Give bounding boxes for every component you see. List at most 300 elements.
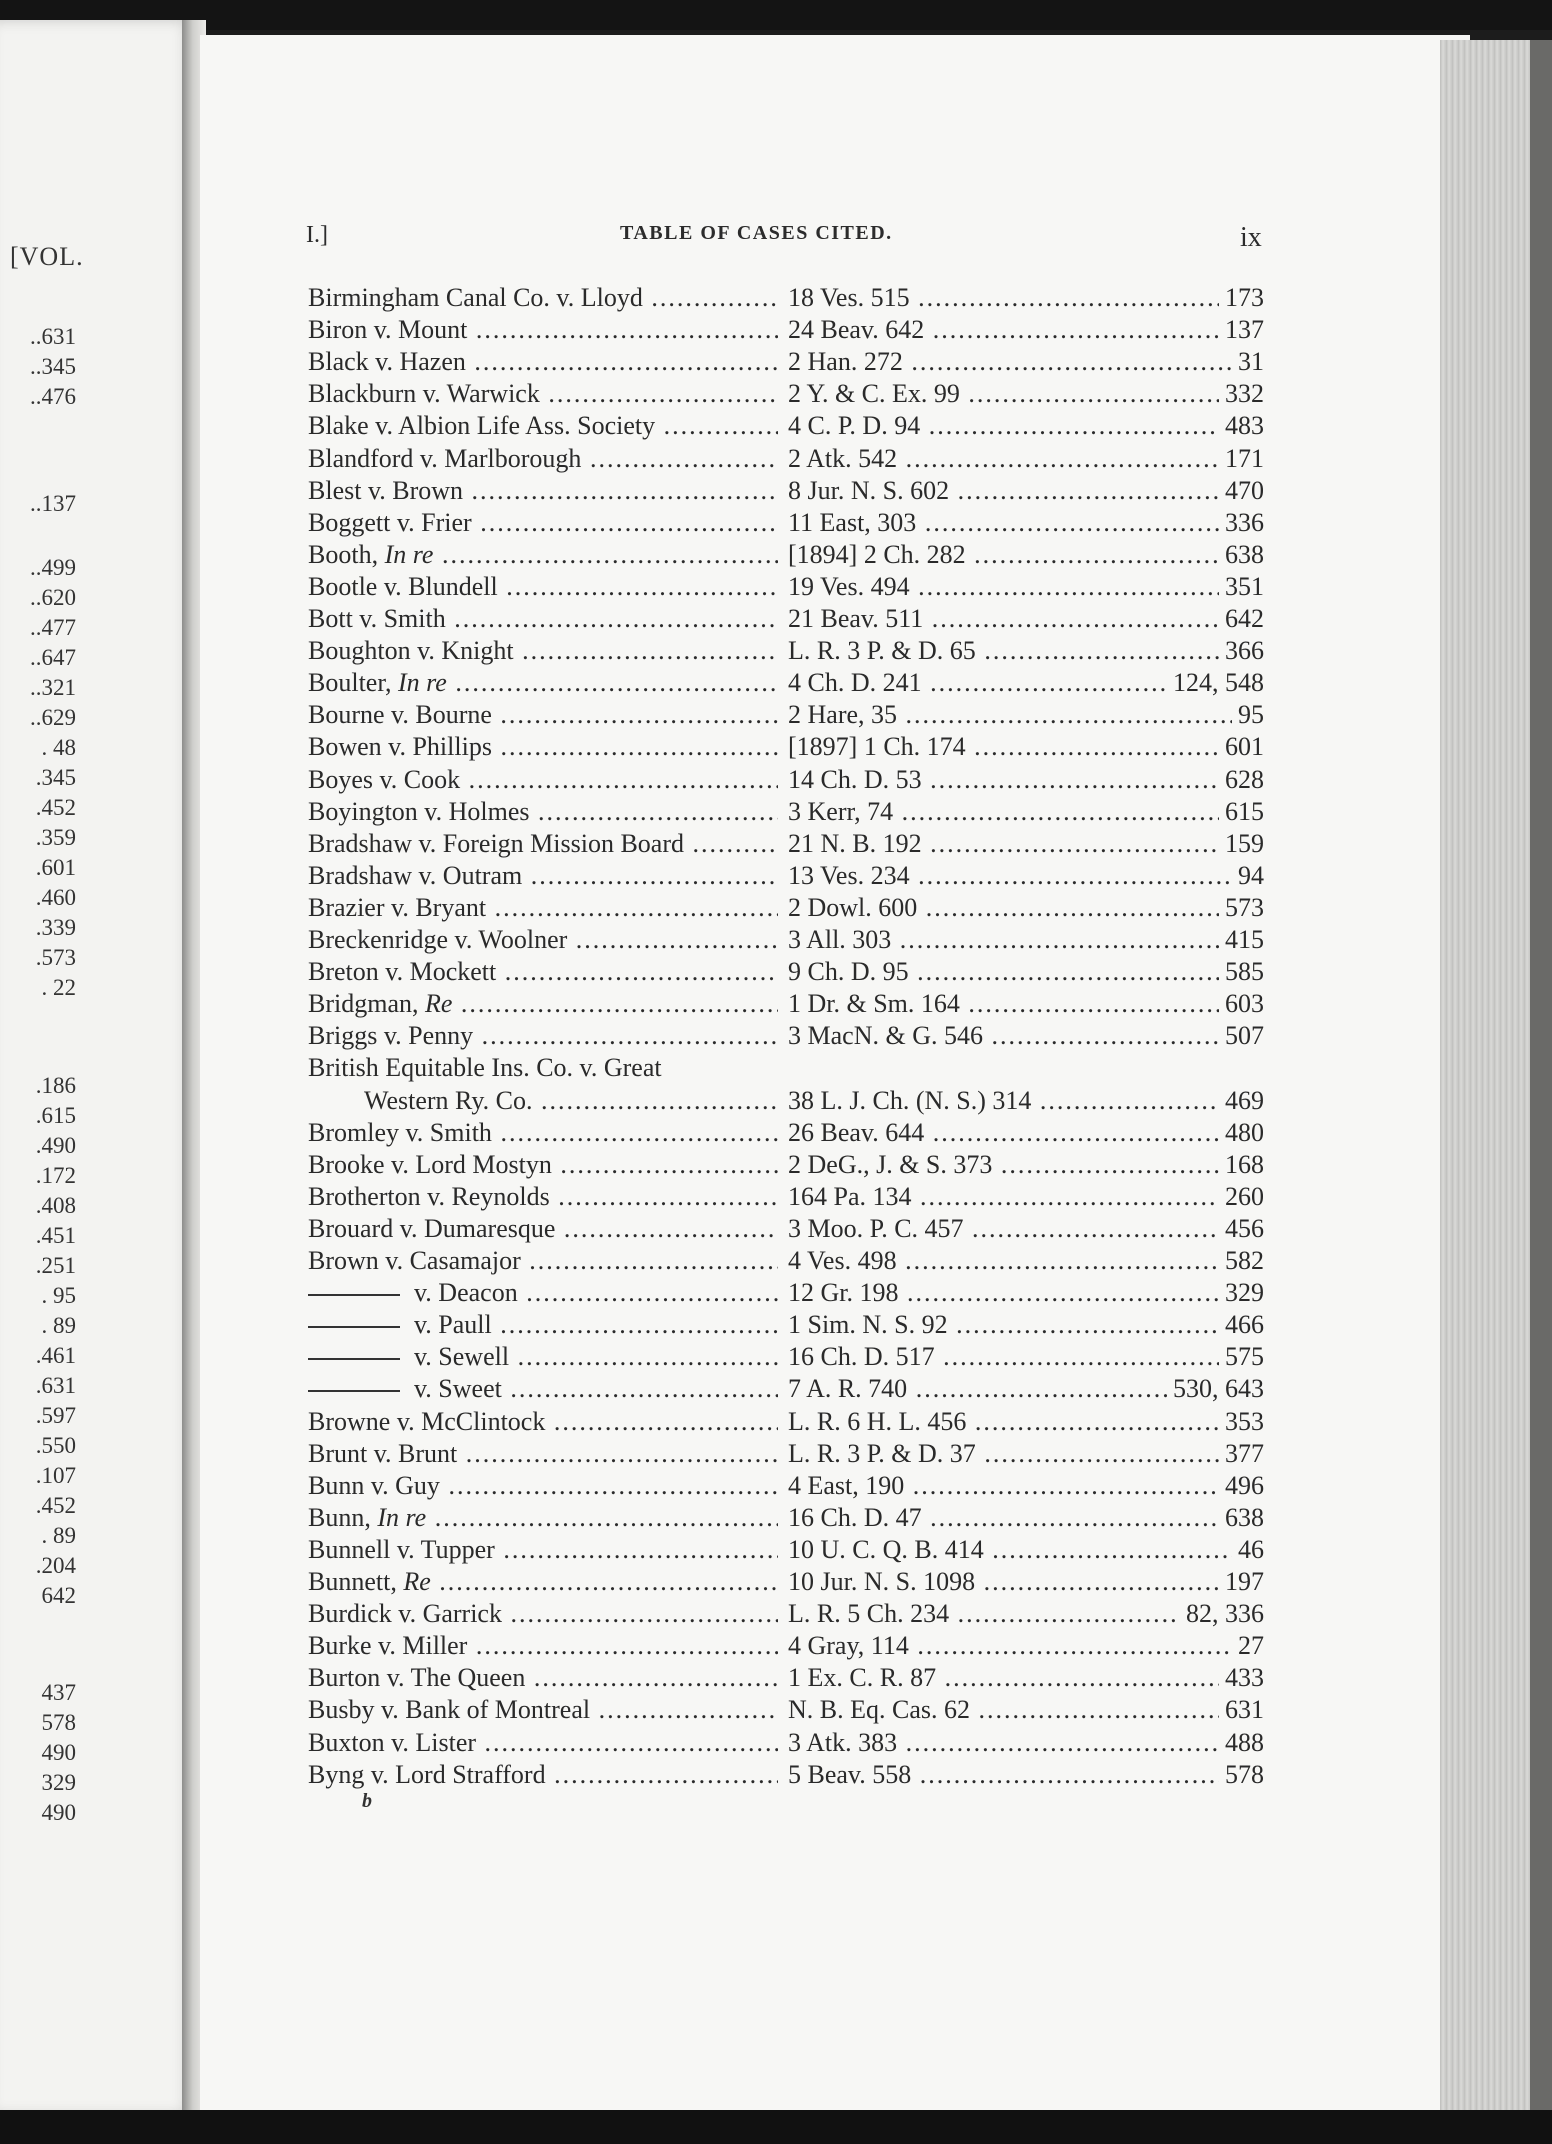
citation <box>788 956 1264 988</box>
case-name <box>308 1694 778 1726</box>
left-page-number: .573 <box>35 945 76 970</box>
case-name <box>308 1759 778 1791</box>
table-row <box>308 1085 1264 1117</box>
citation <box>788 796 1264 828</box>
citation-text: [1894] 2 Ch. 282 <box>788 540 966 569</box>
citation <box>788 410 1264 442</box>
page-reference: 332 <box>1219 378 1264 410</box>
case-name <box>308 1309 778 1341</box>
left-page-number: ..321 <box>30 675 76 700</box>
citation-text: 3 Moo. P. C. 457 <box>788 1214 964 1243</box>
page-reference: 470 <box>1219 475 1264 507</box>
case-name <box>308 475 778 507</box>
citation-text: 1 Dr. & Sm. 164 <box>788 989 960 1018</box>
left-page-number: 642 <box>41 1583 76 1608</box>
left-page-number: .172 <box>35 1163 76 1188</box>
citation-text: L. R. 6 H. L. 456 <box>788 1407 967 1436</box>
case-name-italic: In re <box>377 1503 427 1532</box>
table-row <box>308 988 1264 1020</box>
table-row <box>308 924 1264 956</box>
citation-text: N. B. Eq. Cas. 62 <box>788 1695 970 1724</box>
citation <box>788 699 1264 731</box>
case-name-text: Brown v. Casamajor <box>308 1246 521 1275</box>
left-page-number: ..620 <box>30 585 76 610</box>
left-page-number: .490 <box>35 1133 76 1158</box>
left-page-number: 437 <box>41 1680 76 1705</box>
citation-text: 21 Beav. 511 <box>788 604 924 633</box>
case-name <box>308 1438 778 1470</box>
citation-text: 4 C. P. D. 94 <box>788 411 921 440</box>
left-page-number: .460 <box>35 885 76 910</box>
left-page-number: 490 <box>41 1800 76 1825</box>
case-name-text: Bunn v. Guy <box>308 1471 440 1500</box>
case-name-text: Bootle v. Blundell <box>308 572 498 601</box>
case-name <box>308 1020 778 1052</box>
citation <box>788 1020 1264 1052</box>
case-name <box>308 1245 778 1277</box>
page-reference: 601 <box>1219 731 1264 763</box>
case-name <box>308 1373 778 1405</box>
citation-text: 164 Pa. 134 <box>788 1182 912 1211</box>
citation <box>788 635 1264 667</box>
page-reference: 197 <box>1219 1566 1264 1598</box>
table-row <box>308 282 1264 314</box>
table-row <box>308 475 1264 507</box>
case-name-text: Boggett v. Frier <box>308 508 472 537</box>
left-page-number: 578 <box>41 1710 76 1735</box>
table-row <box>308 1534 1264 1566</box>
table-row <box>308 1662 1264 1694</box>
case-name-text: Boulter, In re <box>308 668 447 697</box>
table-row <box>308 892 1264 924</box>
table-row <box>308 346 1264 378</box>
case-name <box>308 378 778 410</box>
case-name <box>308 443 778 475</box>
table-row <box>308 1438 1264 1470</box>
citation-text: L. R. 5 Ch. 234 <box>788 1599 950 1628</box>
citation <box>788 1534 1264 1566</box>
case-name-text: Bromley v. Smith <box>308 1118 492 1147</box>
citation-text: 4 Gray, 114 <box>788 1631 909 1660</box>
citation <box>788 1373 1264 1405</box>
page-reference: 351 <box>1219 571 1264 603</box>
case-name-text: Breton v. Mockett <box>308 957 497 986</box>
citation <box>788 924 1264 956</box>
case-name-text: Burke v. Miller <box>308 1631 468 1660</box>
page-reference: 573 <box>1219 892 1264 924</box>
citation <box>788 1727 1264 1759</box>
scan-bottom-border <box>0 2110 1552 2144</box>
running-head-volume: I.] <box>306 222 328 248</box>
ditto-dash <box>308 1358 400 1360</box>
case-name-italic: In re <box>384 540 434 569</box>
case-name <box>308 1566 778 1598</box>
citation-text: 18 Ves. 515 <box>788 283 910 312</box>
case-name-text: Bradshaw v. Foreign Mission Board <box>308 829 685 858</box>
citation <box>788 1309 1264 1341</box>
table-row <box>308 1117 1264 1149</box>
left-page-number: .359 <box>35 825 76 850</box>
citation <box>788 1470 1264 1502</box>
citation-text: 3 Kerr, 74 <box>788 797 894 826</box>
case-name <box>308 892 778 924</box>
citation-text: [1897] 1 Ch. 174 <box>788 732 966 761</box>
case-name <box>308 603 778 635</box>
case-name <box>308 346 778 378</box>
left-page-number: .107 <box>35 1463 76 1488</box>
citation-text: 3 All. 303 <box>788 925 892 954</box>
case-name-text: Brazier v. Bryant <box>308 893 487 922</box>
table-row <box>308 1598 1264 1630</box>
citation <box>788 475 1264 507</box>
citation <box>788 443 1264 475</box>
table-row <box>308 1470 1264 1502</box>
case-name-text: Bunnell v. Tupper <box>308 1535 495 1564</box>
left-page-number: .251 <box>35 1253 76 1278</box>
table-row <box>308 1406 1264 1438</box>
case-name <box>308 1117 778 1149</box>
left-running-head: [VOL. <box>10 242 84 271</box>
case-name-text: Birmingham Canal Co. v. Lloyd <box>308 283 643 312</box>
citation-text: 13 Ves. 234 <box>788 861 910 890</box>
citation <box>788 1502 1264 1534</box>
citation <box>788 539 1264 571</box>
case-name <box>308 988 778 1020</box>
case-name-text: Bridgman, Re <box>308 989 453 1018</box>
case-name <box>308 507 778 539</box>
case-name-text: Boyes v. Cook <box>308 765 461 794</box>
citation <box>788 1181 1264 1213</box>
page-reference: 173 <box>1219 282 1264 314</box>
table-row <box>308 1759 1264 1791</box>
page-reference: 585 <box>1219 956 1264 988</box>
case-name <box>308 410 778 442</box>
citation <box>788 1085 1264 1117</box>
left-page-number: . 22 <box>41 975 76 1000</box>
signature-mark: b <box>362 1790 372 1812</box>
left-page-number: .615 <box>35 1103 76 1128</box>
case-name <box>308 1727 778 1759</box>
citation-text: 3 MacN. & G. 546 <box>788 1021 983 1050</box>
table-row <box>308 1245 1264 1277</box>
case-name-text: Byng v. Lord Strafford <box>308 1760 546 1789</box>
left-page-number: .452 <box>35 1493 76 1518</box>
citation-text: 1 Sim. N. S. 92 <box>788 1310 948 1339</box>
case-name <box>308 699 778 731</box>
left-page-number: . 89 <box>41 1523 76 1548</box>
case-name <box>308 635 778 667</box>
citation-text: 1 Ex. C. R. 87 <box>788 1663 937 1692</box>
citation <box>788 1438 1264 1470</box>
table-row <box>308 1052 1264 1084</box>
table-row <box>308 860 1264 892</box>
table-row <box>308 410 1264 442</box>
citation <box>788 314 1264 346</box>
ditto-dash <box>308 1390 400 1392</box>
table-row <box>308 731 1264 763</box>
case-name <box>308 1470 778 1502</box>
left-page-number: ..477 <box>30 615 76 640</box>
citation-text: 2 Hare, 35 <box>788 700 898 729</box>
case-name-text: Bowen v. Phillips <box>308 732 492 761</box>
citation <box>788 346 1264 378</box>
page-reference: 507 <box>1219 1020 1264 1052</box>
citation <box>788 1630 1264 1662</box>
case-name-italic: Re <box>403 1567 431 1596</box>
citation <box>788 1245 1264 1277</box>
table-row <box>308 1694 1264 1726</box>
case-name-text: British Equitable Ins. Co. v. Great <box>308 1053 662 1082</box>
table-row <box>308 764 1264 796</box>
left-page-number: .461 <box>35 1343 76 1368</box>
left-page-number: .601 <box>35 855 76 880</box>
case-name <box>308 1662 778 1694</box>
case-name-text: Boughton v. Knight <box>308 636 514 665</box>
table-row <box>308 1630 1264 1662</box>
citation-text: 12 Gr. 198 <box>788 1278 899 1307</box>
citation-text: 10 Jur. N. S. 1098 <box>788 1567 976 1596</box>
citation <box>788 860 1264 892</box>
case-name <box>308 1277 778 1309</box>
citation <box>788 1598 1264 1630</box>
page-reference: 469 <box>1219 1085 1264 1117</box>
citation <box>788 507 1264 539</box>
table-row <box>308 796 1264 828</box>
table-row <box>308 956 1264 988</box>
page-reference: 615 <box>1219 796 1264 828</box>
case-name <box>308 539 778 571</box>
case-name-text: Western Ry. Co. <box>364 1086 533 1115</box>
case-name-text: Breckenridge v. Woolner <box>308 925 568 954</box>
page-reference: 353 <box>1219 1406 1264 1438</box>
citation-text: 11 East, 303 <box>788 508 917 537</box>
case-name <box>308 314 778 346</box>
page-reference: 171 <box>1219 443 1264 475</box>
scan-top-border <box>0 0 1552 30</box>
left-page-number: . 48 <box>41 735 76 760</box>
citation-text: L. R. 3 P. & D. 37 <box>788 1439 976 1468</box>
page-reference: 366 <box>1219 635 1264 667</box>
table-row <box>308 1149 1264 1181</box>
case-name <box>308 667 778 699</box>
left-page-number: .408 <box>35 1193 76 1218</box>
page-reference: 82, 336 <box>1180 1598 1264 1630</box>
citation-text: 19 Ves. 494 <box>788 572 910 601</box>
page-reference: 603 <box>1219 988 1264 1020</box>
citation-text: 4 East, 190 <box>788 1471 905 1500</box>
case-name-text: Brunt v. Brunt <box>308 1439 458 1468</box>
left-page-number: ..476 <box>30 384 76 409</box>
citation-text: 38 L. J. Ch. (N. S.) 314 <box>788 1086 1032 1115</box>
left-page-number: . 89 <box>41 1313 76 1338</box>
ditto-dash <box>308 1326 400 1328</box>
left-page-number: ..629 <box>30 705 76 730</box>
citation-text: 9 Ch. D. 95 <box>788 957 909 986</box>
table-row <box>308 1727 1264 1759</box>
table-row <box>308 1373 1264 1405</box>
left-page-number: .345 <box>35 765 76 790</box>
table-row <box>308 667 1264 699</box>
citation-text: 4 Ves. 498 <box>788 1246 897 1275</box>
citation-text: 2 Han. 272 <box>788 347 903 376</box>
case-name <box>308 1534 778 1566</box>
citation-text: 2 DeG., J. & S. 373 <box>788 1150 993 1179</box>
case-name <box>308 956 778 988</box>
case-name-text: Bunnett, Re <box>308 1567 431 1596</box>
page-reference: 336 <box>1219 507 1264 539</box>
left-page-number: .186 <box>35 1073 76 1098</box>
citation <box>788 892 1264 924</box>
page-title: TABLE OF CASES CITED. <box>620 222 893 244</box>
page-reference: 530, 643 <box>1167 1373 1264 1405</box>
page-reference: 466 <box>1219 1309 1264 1341</box>
case-name-text: v. Sewell <box>414 1342 510 1371</box>
citation <box>788 1406 1264 1438</box>
citation-text: 14 Ch. D. 53 <box>788 765 922 794</box>
case-name <box>308 1052 778 1084</box>
citation <box>788 731 1264 763</box>
citation-text: 2 Atk. 542 <box>788 444 898 473</box>
left-page-number: . 95 <box>41 1283 76 1308</box>
case-name <box>308 1406 778 1438</box>
page-reference: 159 <box>1219 828 1264 860</box>
left-page-number: ..345 <box>30 354 76 379</box>
citation <box>788 988 1264 1020</box>
case-name-text: Brooke v. Lord Mostyn <box>308 1150 552 1179</box>
case-name-text: v. Paull <box>414 1310 492 1339</box>
page-edges-shadow <box>1530 40 1552 2110</box>
citation <box>788 1277 1264 1309</box>
case-name <box>308 1181 778 1213</box>
page-reference: 582 <box>1219 1245 1264 1277</box>
citation <box>788 1759 1264 1791</box>
case-name-text: Buxton v. Lister <box>308 1728 477 1757</box>
table-row <box>308 1213 1264 1245</box>
table-row <box>308 507 1264 539</box>
left-page-number: .204 <box>35 1553 76 1578</box>
page-reference: 456 <box>1219 1213 1264 1245</box>
case-name-text: Blake v. Albion Life Ass. Society <box>308 411 656 440</box>
citation-text: 26 Beav. 644 <box>788 1118 925 1147</box>
table-row <box>308 1020 1264 1052</box>
case-name-text: Bott v. Smith <box>308 604 446 633</box>
case-name-text: Bourne v. Bourne <box>308 700 492 729</box>
page-reference: 124, 548 <box>1167 667 1264 699</box>
page-reference: 31 <box>1232 346 1264 378</box>
citation <box>788 603 1264 635</box>
case-name <box>308 860 778 892</box>
case-name-text: Browne v. McClintock <box>308 1407 546 1436</box>
table-row <box>308 1181 1264 1213</box>
citation-text: 2 Y. & C. Ex. 99 <box>788 379 960 408</box>
case-name-text: Burton v. The Queen <box>308 1663 526 1692</box>
citation <box>788 571 1264 603</box>
left-page <box>0 20 196 2115</box>
left-page-number: .451 <box>35 1223 76 1248</box>
citation-text: L. R. 3 P. & D. 65 <box>788 636 976 665</box>
citation-text: 16 Ch. D. 517 <box>788 1342 935 1371</box>
citation <box>788 378 1264 410</box>
case-name <box>308 1149 778 1181</box>
left-page-number: ..137 <box>30 491 76 516</box>
case-name <box>308 571 778 603</box>
table-row <box>308 1341 1264 1373</box>
table-row <box>308 1566 1264 1598</box>
case-name <box>308 282 778 314</box>
citation-text: 10 U. C. Q. B. 414 <box>788 1535 984 1564</box>
case-name-text: Busby v. Bank of Montreal <box>308 1695 591 1724</box>
citation <box>788 1149 1264 1181</box>
case-name-text: Biron v. Mount <box>308 315 468 344</box>
case-name <box>308 1502 778 1534</box>
case-name-text: Blandford v. Marlborough <box>308 444 582 473</box>
case-name-text: Blest v. Brown <box>308 476 464 505</box>
page-reference: 377 <box>1219 1438 1264 1470</box>
folio-number: ix <box>1240 222 1262 253</box>
left-page-number: ..631 <box>30 324 76 349</box>
case-name <box>308 1341 778 1373</box>
left-page-number: .550 <box>35 1433 76 1458</box>
table-row <box>308 635 1264 667</box>
table-row <box>308 828 1264 860</box>
citation <box>788 667 1264 699</box>
case-name <box>308 731 778 763</box>
table-row <box>308 443 1264 475</box>
page-reference: 578 <box>1219 1759 1264 1791</box>
page-reference: 168 <box>1219 1149 1264 1181</box>
case-name-text: Burdick v. Garrick <box>308 1599 502 1628</box>
citation <box>788 1341 1264 1373</box>
ditto-dash <box>308 1294 400 1296</box>
left-page-number: ..647 <box>30 645 76 670</box>
page-reference: 488 <box>1219 1727 1264 1759</box>
left-page-number: 329 <box>41 1770 76 1795</box>
page-reference: 27 <box>1232 1630 1264 1662</box>
case-name <box>308 924 778 956</box>
citation-text: 24 Beav. 642 <box>788 315 925 344</box>
case-name <box>308 1085 778 1117</box>
case-name-text: Black v. Hazen <box>308 347 466 376</box>
case-name <box>308 764 778 796</box>
page-reference: 642 <box>1219 603 1264 635</box>
case-name <box>308 1598 778 1630</box>
case-name-text: v. Deacon <box>414 1278 518 1307</box>
page-reference: 496 <box>1219 1470 1264 1502</box>
page-reference: 483 <box>1219 410 1264 442</box>
case-name-text: v. Sweet <box>414 1374 502 1403</box>
case-name-text: Bunn, In re <box>308 1503 427 1532</box>
case-name <box>308 1213 778 1245</box>
citation <box>788 764 1264 796</box>
table-row <box>308 314 1264 346</box>
case-name-italic: Re <box>425 989 453 1018</box>
table-row <box>308 1502 1264 1534</box>
case-name-text: Briggs v. Penny <box>308 1021 474 1050</box>
citation <box>788 1694 1264 1726</box>
page-reference: 628 <box>1219 764 1264 796</box>
table-row <box>308 378 1264 410</box>
case-name-text: Boyington v. Holmes <box>308 797 530 826</box>
table-row <box>308 603 1264 635</box>
table-row <box>308 699 1264 731</box>
citation-text: 5 Beav. 558 <box>788 1760 912 1789</box>
citation <box>788 282 1264 314</box>
page-reference: 329 <box>1219 1277 1264 1309</box>
page-reference: 260 <box>1219 1181 1264 1213</box>
case-name-text: Brotherton v. Reynolds <box>308 1182 550 1211</box>
page-reference: 638 <box>1219 1502 1264 1534</box>
table-row <box>308 571 1264 603</box>
